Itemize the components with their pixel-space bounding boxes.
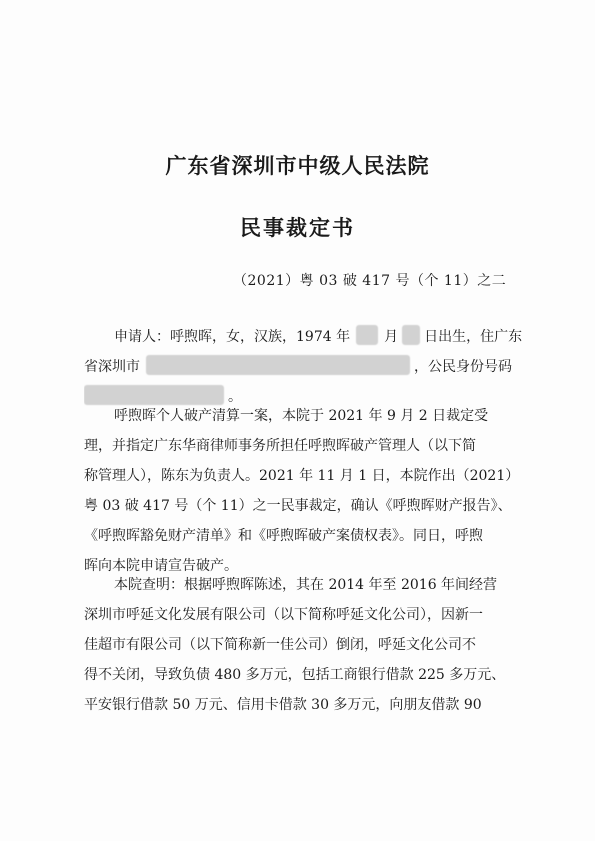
paragraph-line: 深圳市呼延文化发展有限公司（以下简称呼延文化公司），因新一 <box>84 607 483 623</box>
applicant-paragraph <box>84 322 524 412</box>
paragraph-line: 佳超市有限公司（以下简称新一佳公司）倒闭，呼延文化公司不 <box>84 637 476 653</box>
birth-residence-text: 日出生，住广东 <box>424 329 523 345</box>
court-name: 广东省深圳市中级人民法院 <box>165 153 430 178</box>
paragraph-line: 呼煦晖个人破产清算一案，本院于 2021 年 9 月 2 日裁定受 <box>114 408 489 424</box>
paragraph-line: 得不关闭，导致负债 480 多万元，包括工商银行借款 225 多万元、 <box>84 667 506 683</box>
redacted-address <box>146 355 410 375</box>
city-text: 省深圳市 <box>84 359 140 375</box>
paragraph-line: 《呼煦晖豁免财产清单》和《呼煦晖破产案债权表》。同日，呼煦 <box>84 528 483 544</box>
case-number: （2021）粤 03 破 417 号（个 11）之二 <box>233 273 507 289</box>
paragraph-line: 理，并指定广东华商律师事务所担任呼煦晖破产管理人（以下简 <box>84 438 476 454</box>
paragraph-line <box>84 352 524 382</box>
paragraph-line: 本院查明：根据呼煦晖陈述，其在 2014 年至 2016 年间经营 <box>114 577 498 593</box>
id-label: ，公民身份号码 <box>414 359 512 375</box>
paragraph-line: 粤 03 破 417 号（个 11）之一民事裁定，确认《呼煦晖财产报告》、 <box>84 498 512 514</box>
period-text: 。 <box>228 389 242 405</box>
applicant-text: 申请人：呼煦晖，女，汉族，1974 年 <box>114 329 351 345</box>
findings-paragraph <box>84 570 524 720</box>
paragraph-line <box>84 322 524 352</box>
redacted-day <box>402 325 420 345</box>
paragraph-line: 晖向本院申请宣告破产。 <box>84 558 238 574</box>
case-history-paragraph <box>84 401 524 581</box>
paragraph-line: 称管理人），陈东为负责人。2021 年 11 月 1 日，本院作出（2021） <box>84 468 520 484</box>
document-title: 民事裁定书 <box>240 215 355 240</box>
month-label: 月 <box>384 329 399 345</box>
redacted-month <box>356 325 378 345</box>
paragraph-line: 平安银行借款 50 万元、信用卡借款 30 多万元，向朋友借款 90 <box>84 697 482 713</box>
